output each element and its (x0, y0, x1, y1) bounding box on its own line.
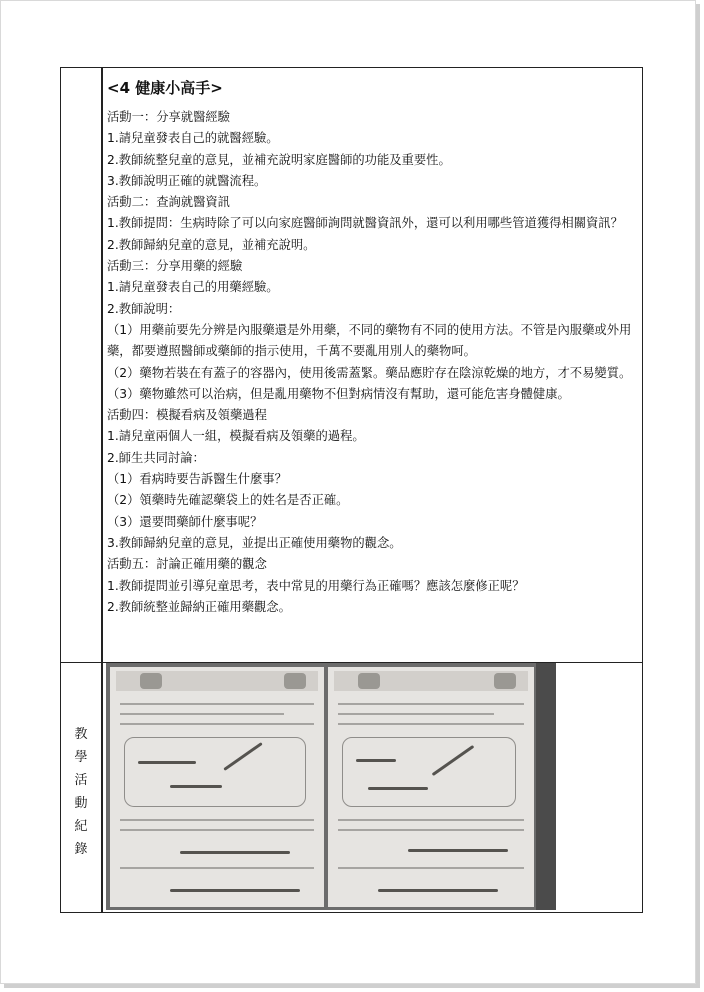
activity-step: 1.請兒童發表自己的就醫經驗。 (107, 131, 279, 146)
activity-step: 1.請兒童兩個人一組，模擬看病及領藥的過程。 (107, 429, 365, 444)
record-label-char: 紀 (74, 819, 88, 834)
worksheet-left (110, 667, 324, 907)
record-label-char: 活 (74, 773, 88, 788)
activity-step: 1.教師提問：生病時除了可以向家庭醫師詢問就醫資訊外，還可以利用哪些管道獲得相關資訊？ (107, 216, 623, 231)
activity-step: 3.教師歸納兒童的意見，並提出正確使用藥物的觀念。 (107, 535, 402, 550)
record-label (61, 723, 101, 861)
worksheet-photo (106, 663, 556, 910)
activity-heading: 活動四：模擬看病及領藥過程 (107, 408, 267, 423)
record-label-char: 錄 (74, 842, 88, 857)
activity-substep: （3）藥物雖然可以治病，但是亂用藥物不但對病情沒有幫助，還可能危害身體健康。 (107, 386, 570, 401)
lesson-content (107, 76, 639, 618)
activity-step: 2.教師統整兒童的意見，並補充說明家庭醫師的功能及重要性。 (107, 152, 451, 167)
activity-substep: （1）用藥前要先分辨是內服藥還是外用藥，不同的藥物有不同的使用方法。不管是內服藥或外用藥，都要遵照醫師或藥師的指示使用，千萬不要亂用別人的藥物呵。 (107, 322, 632, 359)
activity-substep: （2）藥物若裝在有蓋子的容器內，使用後需蓋緊。藥品應貯存在陰涼乾燥的地方，才不易變質。 (107, 365, 632, 380)
activity-heading: 活動五：討論正確用藥的觀念 (107, 557, 267, 572)
activity-step: 2.師生共同討論： (107, 450, 205, 465)
activity-heading: 活動一：分享就醫經驗 (107, 110, 230, 124)
activity-step: 2.教師說明： (107, 301, 181, 316)
table-column-divider (101, 68, 103, 912)
activity-substep: （3）還要問藥師什麼事呢？ (107, 514, 263, 529)
worksheet-right (328, 667, 534, 907)
activity-step: 1.請兒童發表自己的用藥經驗。 (107, 280, 279, 295)
activity-heading: 活動三：分享用藥的經驗 (107, 259, 243, 274)
activity-step: 3.教師說明正確的就醫流程。 (107, 173, 267, 188)
activity-step: 2.教師歸納兒童的意見，並補充說明。 (107, 237, 316, 252)
record-label-char: 動 (74, 796, 88, 811)
activity-step: 1.教師提問並引導兒童思考，表中常見的用藥行為正確嗎？應該怎麼修正呢？ (107, 578, 525, 593)
activity-step: 2.教師統整並歸納正確用藥觀念。 (107, 599, 291, 614)
activity-substep: （2）領藥時先確認藥袋上的姓名是否正確。 (107, 493, 349, 508)
record-label-char: 學 (74, 750, 88, 765)
section-title: <4 健康小高手> (107, 79, 223, 97)
activity-heading: 活動二：查詢就醫資訊 (107, 195, 230, 210)
record-label-char: 教 (74, 727, 88, 742)
activity-substep: （1）看病時要告訴醫生什麼事？ (107, 472, 287, 487)
